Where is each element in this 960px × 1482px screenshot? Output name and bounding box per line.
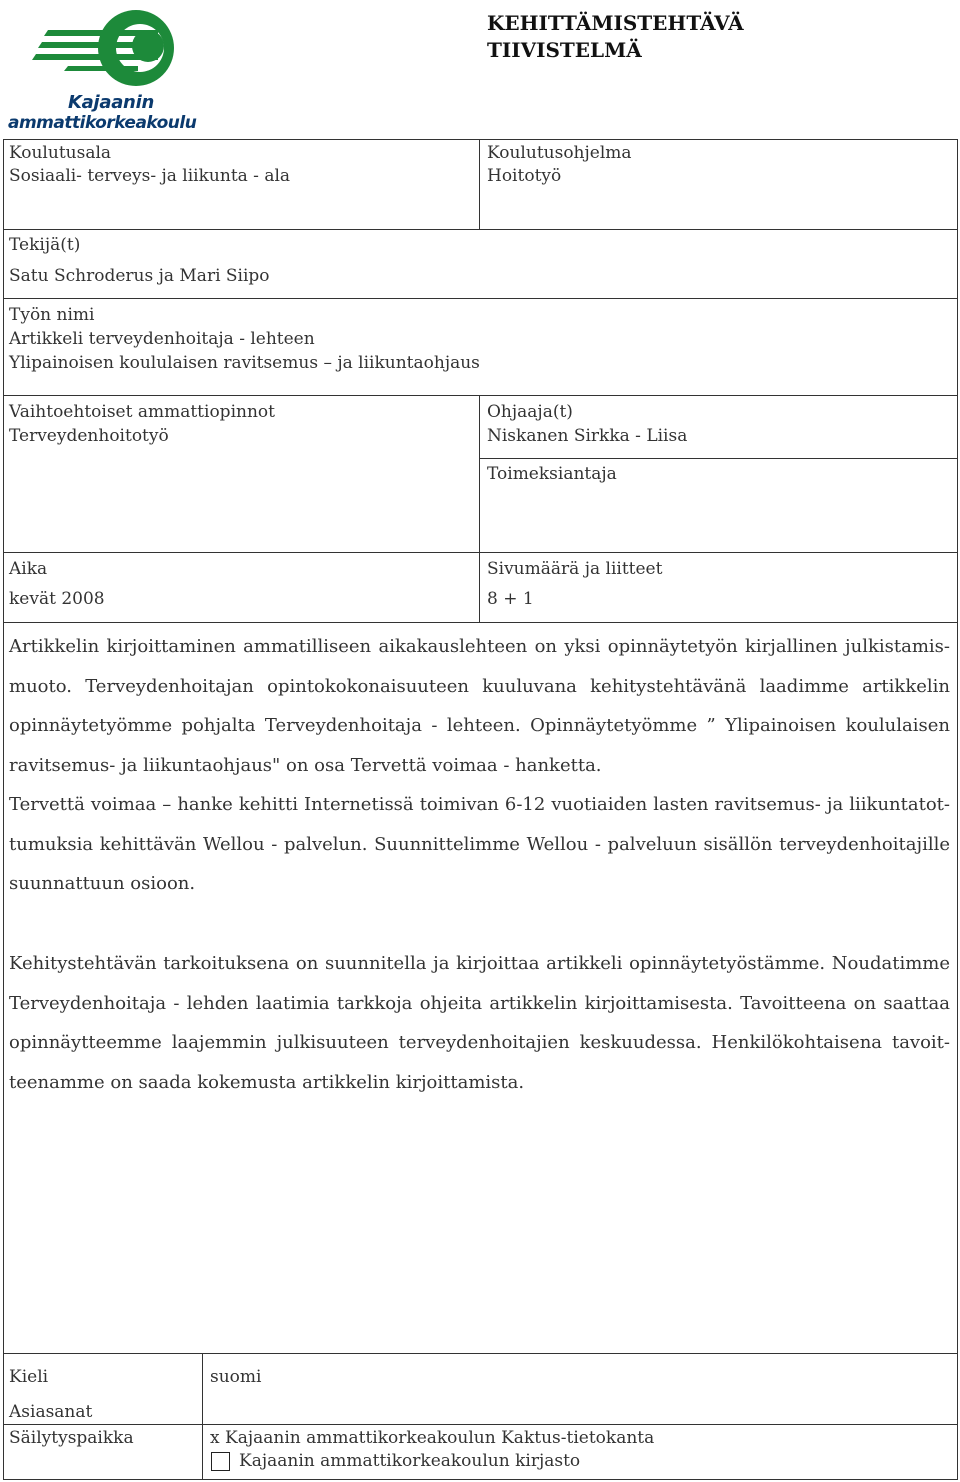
tyon-nimi-line1: Artikkeli terveydenhoitaja - lehteen bbox=[9, 329, 315, 349]
vaihtoehtoiset-value: Terveydenhoitotyö bbox=[9, 426, 169, 446]
school-logo-emblem-icon bbox=[8, 4, 228, 96]
school-logo bbox=[8, 4, 228, 136]
kieli-label: Kieli bbox=[9, 1367, 49, 1387]
sivumaara-value: 8 + 1 bbox=[487, 589, 534, 609]
storage-option-kaktus-label: Kajaanin ammattikorkeakoulun Kaktus-tietokanta bbox=[225, 1428, 655, 1448]
abstract-paragraph-2: Tervettä voimaa – hanke kehitti Internetissä toimivan 6-12 vuotiaiden lasten ravitsemus- ja liikuntatot-tumuksia kehittävän Wellou - palvelun. Suunnittelimme Wellou - palveluun sisällön terveydenhoitajille suunnattuun osioon. bbox=[9, 794, 950, 895]
toimeksiantaja-label: Toimeksiantaja bbox=[487, 464, 617, 484]
abstract-paragraph-1: Artikkelin kirjoittaminen ammatilliseen aikakauslehteen on yksi opinnäytetyön kirjallinen julkistamis-muoto. Terveydenhoitajan opintokokonaisuuteen kuuluvana kehitystehtävänä laadimme artikkelin opinnäytetyömme pohjalta Terveydenhoitaja - lehteen. Opinnäytetyömme ” Ylipainoisen koululaisen ravitsemus- ja liikuntaohjaus" on osa Tervettä voimaa - hanketta. bbox=[9, 636, 950, 776]
ohjaaja-value: Niskanen Sirkka - Liisa bbox=[487, 426, 688, 446]
storage-option-kirjasto-label: Kajaanin ammattikorkeakoulun kirjasto bbox=[239, 1451, 581, 1471]
abstract-paragraph-3: Kehitystehtävän tarkoituksena on suunnitella ja kirjoittaa artikkeli opinnäytetyöstämme. Noudatimme Terveydenhoitaja - lehden laatimia tarkkoja ohjeita artikkelin kirjoittamisesta. Tavoitteena on saattaa opinnäytteemme laajemmin julkisuuteen terveydenhoitajien keskuudessa. Henkilökohtaisena tavoit-teenamme on saada kokemusta artikkelin kirjoittamista. bbox=[9, 953, 950, 1093]
koulutusohjelma-value: Hoitotyö bbox=[487, 166, 562, 186]
asiasanat-label: Asiasanat bbox=[9, 1402, 93, 1422]
sivumaara-label: Sivumäärä ja liitteet bbox=[487, 559, 663, 579]
document-title-line1: KEHITTÄMISTEHTÄVÄ bbox=[487, 11, 744, 35]
tyon-nimi-line2: Ylipainoisen koululaisen ravitsemus – ja liikuntaohjaus bbox=[9, 353, 480, 373]
aika-value: kevät 2008 bbox=[9, 589, 105, 609]
ohjaaja-label: Ohjaaja(t) bbox=[487, 402, 573, 422]
koulutusohjelma-label: Koulutusohjelma bbox=[487, 143, 632, 163]
storage-option-kaktus-mark: x bbox=[210, 1428, 220, 1448]
tyon-nimi-label: Työn nimi bbox=[9, 305, 95, 325]
koulutusala-label: Koulutusala bbox=[9, 143, 112, 163]
tekija-label: Tekijä(t) bbox=[9, 235, 81, 255]
kieli-value: suomi bbox=[210, 1367, 262, 1387]
koulutusala-value: Sosiaali- terveys- ja liikunta - ala bbox=[9, 166, 291, 186]
logo-text-line1: Kajaanin bbox=[68, 92, 154, 113]
tekija-value: Satu Schroderus ja Mari Siipo bbox=[9, 266, 270, 286]
sailytyspaikka-label: Säilytyspaikka bbox=[9, 1428, 134, 1448]
aika-label: Aika bbox=[9, 559, 48, 579]
storage-option-kirjasto-checkbox[interactable] bbox=[211, 1452, 230, 1471]
storage-option-kaktus bbox=[210, 1427, 654, 1450]
vaihtoehtoiset-label: Vaihtoehtoiset ammattiopinnot bbox=[9, 402, 275, 422]
document-title-line2: TIIVISTELMÄ bbox=[487, 38, 642, 62]
logo-text-line2: ammattikorkeakoulu bbox=[8, 113, 197, 133]
